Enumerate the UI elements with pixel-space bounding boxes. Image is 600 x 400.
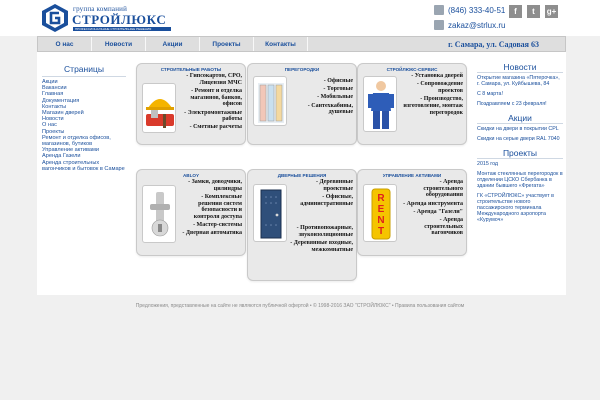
pages-title: Страницы [64, 64, 104, 74]
page-link[interactable]: Новости [42, 116, 64, 123]
sales-title: Акции [508, 113, 532, 123]
news-item[interactable]: Открытие магазина «Пятерочка», г. Самара, ул. Куйбышева, 84 [477, 75, 560, 87]
card-list [179, 179, 242, 239]
card-item[interactable]: - Аренда строительного оборудования [423, 179, 463, 199]
contact-email[interactable] [434, 19, 505, 31]
worker-image [363, 76, 397, 132]
footer: Предложения, представленные на сайте не являются публичной офертой • © 1998-2016 ЗАО "СТРОЙЛЮКС" • Правила пользования сайтом [135, 303, 465, 309]
phone-icon [434, 5, 444, 15]
page-link[interactable]: Вакансии [42, 85, 67, 92]
logo-group-text: группа компаний [73, 5, 128, 13]
google-plus-icon[interactable]: g+ [546, 7, 557, 16]
card-title: СТРОИТЕЛЬНЫЕ РАБОТЫ [160, 67, 222, 72]
email-link[interactable]: zakaz@strlux.ru [448, 20, 506, 30]
page-link[interactable]: Аренда Газели [42, 153, 81, 160]
card-abloy[interactable] [136, 169, 246, 256]
page-link[interactable]: Главная [42, 91, 64, 98]
divider [42, 76, 126, 77]
projects-year[interactable]: 2015 год [477, 161, 498, 167]
card-item[interactable]: - Деревянные проектные [315, 179, 353, 192]
card-item[interactable]: - Аренда инструмента [403, 200, 463, 207]
pages-sidebar [42, 63, 126, 172]
nav-address: г. Самара, ул. Садовая 63 [448, 39, 539, 49]
card-item[interactable]: - Мобильные [317, 94, 353, 101]
card-item[interactable]: - Замки, доводчики, цилиндры [188, 179, 242, 192]
card-item[interactable]: - Сантехкабины, душевые [307, 102, 353, 116]
pages-list [42, 79, 126, 172]
main-nav [37, 36, 566, 52]
divider [477, 158, 563, 159]
page-link[interactable]: Аренда строительных вагончиков и бытовок в Самаре [42, 159, 125, 172]
card-list [400, 73, 463, 118]
rent-sign-image [363, 184, 397, 242]
nav-item-projects[interactable]: Проекты [200, 37, 254, 51]
page-link[interactable]: Магазин дверей [42, 110, 84, 117]
card-title: СТРОЙЛЮКС-СЕРВИС [386, 67, 438, 72]
card-list [290, 78, 353, 118]
door-image [253, 184, 287, 242]
card-list [400, 179, 463, 239]
card-item[interactable]: - Комплексные решения систем безопасности и контроля доступа [193, 193, 242, 221]
page-link[interactable]: Ремонт и отделка офисов, магазинов, бутиков [42, 134, 111, 148]
card-list [290, 179, 353, 255]
nav-item-news[interactable]: Новости [92, 37, 146, 51]
nav-item-about[interactable]: О нас [38, 37, 92, 51]
card-item[interactable]: - Установка дверей [411, 73, 463, 79]
card-item[interactable]: - Противопожарные, звукоизоляционные [296, 225, 353, 239]
hardhat-tools-image [142, 83, 176, 133]
card-item[interactable]: - Дверная автоматика [182, 230, 242, 237]
header [0, 0, 600, 36]
logo-tagline: ПРОФЕССИОНАЛЬНЫЕ СТРОИТЕЛЬНЫЕ РЕШЕНИЯ [73, 27, 171, 31]
sale-item[interactable]: Скидки на двери в покрытии CPL [477, 126, 559, 132]
page-link[interactable]: Управление активами [42, 147, 99, 154]
sale-item[interactable]: Скидки на серые двери RAL 7040 [477, 136, 560, 142]
nav-item-contacts[interactable]: Контакты [254, 37, 308, 51]
page-link[interactable]: Акции [42, 79, 58, 85]
twitter-icon[interactable]: t [527, 5, 540, 18]
page-link[interactable]: Документация [42, 97, 80, 104]
card-partitions[interactable] [247, 63, 357, 145]
card-item[interactable]: - Офисные [323, 78, 353, 84]
contact-phone [434, 4, 505, 16]
news-sidebar [477, 63, 563, 227]
news-item[interactable]: Поздравляем с 23 февраля! [477, 101, 547, 107]
card-doors[interactable] [247, 169, 357, 281]
card-item[interactable]: - Аренда строительных вагончиков [424, 217, 463, 237]
card-title: УПРАВЛЕНИЕ АКТИВАМИ [382, 173, 442, 178]
page-link[interactable]: Проекты [42, 128, 65, 135]
nav-item-sales[interactable]: Акции [146, 37, 200, 51]
social-links [509, 5, 558, 18]
divider [477, 123, 563, 124]
logo-mark-icon [40, 3, 70, 33]
card-title: ПЕРЕГОРОДКИ [284, 67, 320, 72]
main-content [37, 52, 566, 295]
card-item[interactable]: - Ремонт и отделка магазинов, банков, офисов [190, 87, 242, 108]
card-construction[interactable] [136, 63, 246, 145]
card-title: ДВЕРНЫЕ РЕШЕНИЯ [277, 173, 327, 178]
card-item[interactable]: - Гипсокартон, СРО, Лицензия МЧС [186, 73, 242, 86]
rent-letter-r: R [377, 193, 385, 204]
card-item[interactable]: - Деревянные входные, межкомнатные [290, 240, 353, 253]
card-item[interactable]: - Производство, изготовление, монтаж перегородок [403, 96, 463, 116]
news-title: Новости [503, 62, 537, 72]
logo-name: СТРОЙЛЮКС [72, 12, 167, 27]
project-item[interactable]: ГК «СТРОЙЛЮКС» участвует в строительстве нового пассажирского терминала Международного аэропорта «Курумоч» [477, 193, 554, 223]
card-item[interactable]: - Сопровождение проектов [416, 81, 463, 94]
logo[interactable] [40, 3, 172, 33]
card-item[interactable]: - Торговые [323, 86, 353, 93]
card-service[interactable] [357, 63, 467, 145]
phone-number: (846) 333-40-51 [448, 5, 506, 15]
card-item[interactable]: - Сметные расчеты [189, 124, 242, 131]
facebook-icon[interactable]: f [509, 5, 522, 18]
page-link[interactable]: О нас [42, 122, 57, 129]
partitions-image [253, 76, 287, 126]
card-item[interactable]: - Аренда "Газели" [413, 208, 463, 215]
card-item[interactable]: - Офисные, административные [300, 193, 353, 207]
projects-title: Проекты [502, 148, 538, 158]
card-list [179, 73, 242, 133]
rent-letter-n: N [377, 215, 385, 226]
card-item[interactable]: - Мастер-системы [193, 222, 242, 229]
page-link[interactable]: Контакты [42, 103, 67, 110]
rent-letter-t: T [377, 226, 385, 237]
card-title: ABLOY [182, 173, 200, 178]
card-item[interactable]: - Электромонтажные работы [184, 109, 242, 123]
mail-icon [434, 20, 444, 30]
project-item[interactable]: Монтаж стеклянных перегородок в отделении ЦСКО Сбербанка в здании бывшего «Фрегата» [477, 171, 563, 189]
divider [477, 72, 563, 73]
card-assets[interactable] [357, 169, 467, 256]
rent-letter-e: E [377, 204, 385, 215]
news-item[interactable]: С 8 марта! [477, 91, 503, 97]
lock-image [142, 185, 176, 243]
